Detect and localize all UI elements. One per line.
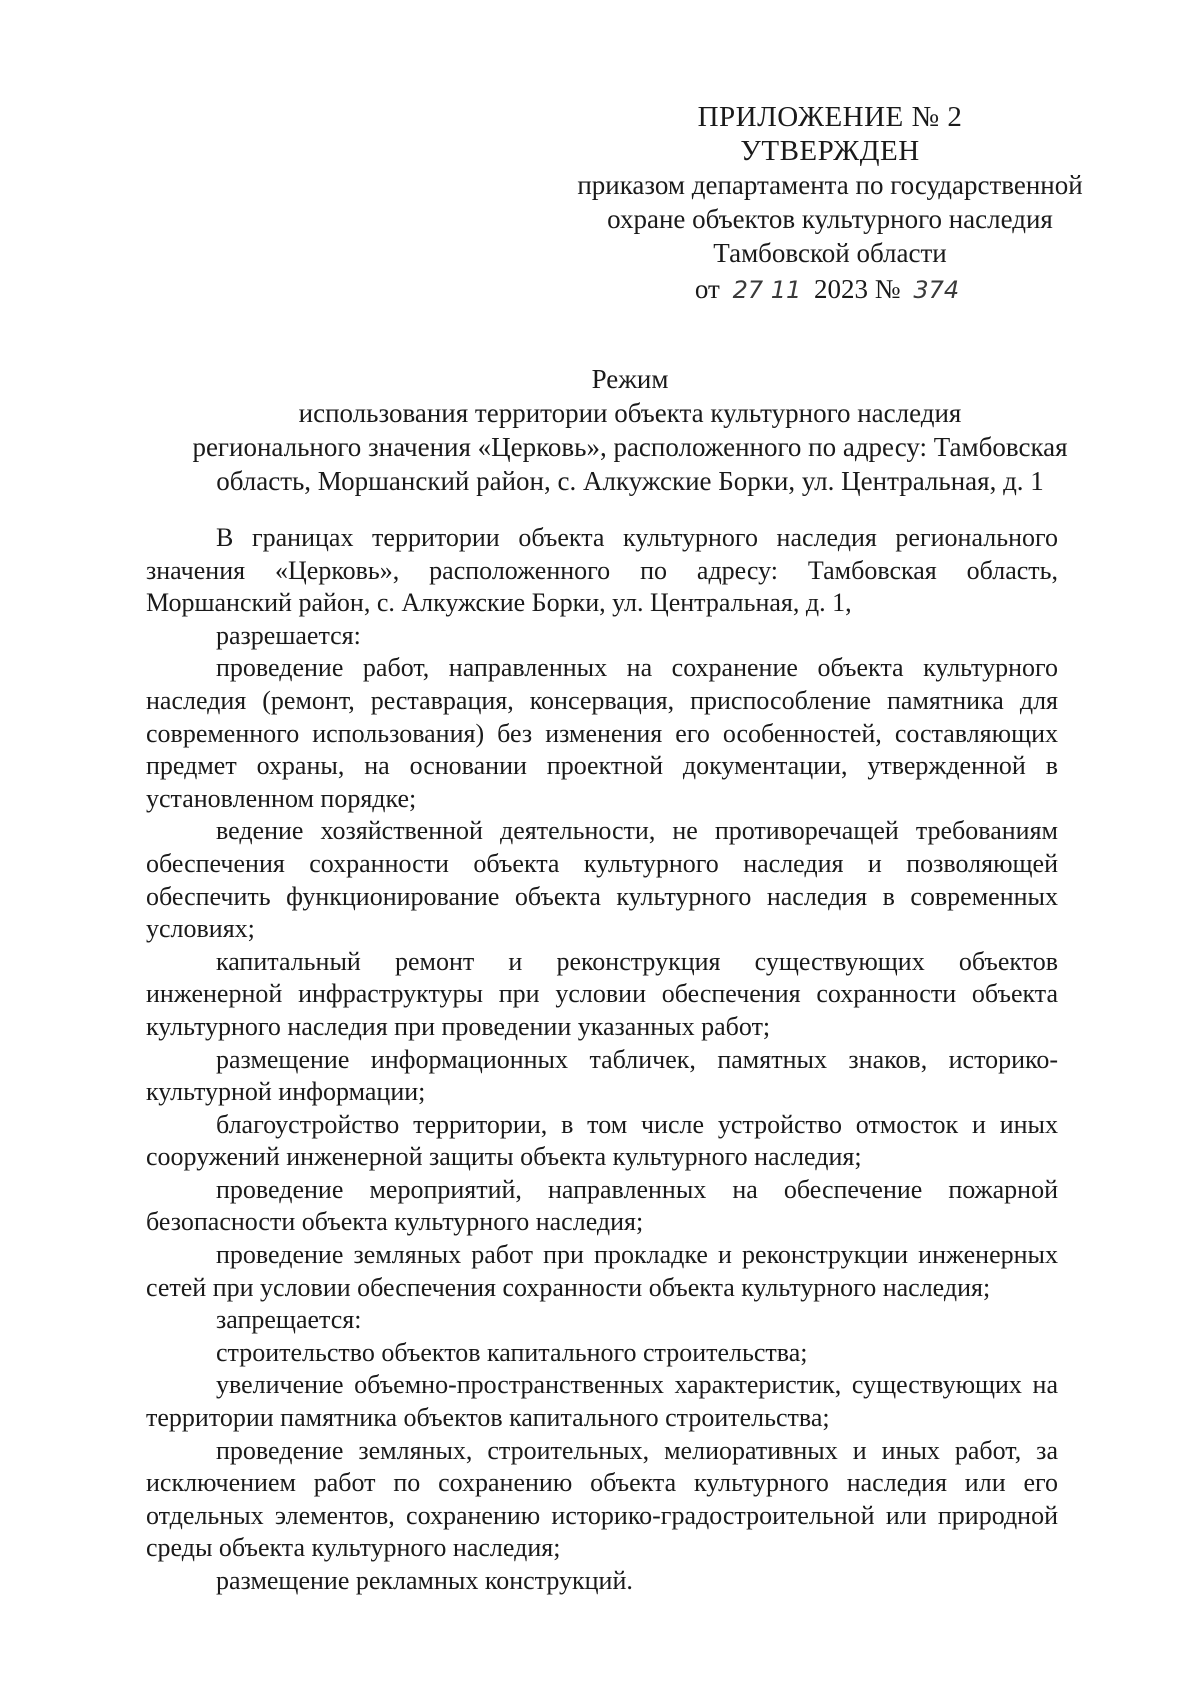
forbidden-item: проведение земляных, строительных, мелиоративных и иных работ, за исключением работ по сохранению объекта культурного наследия или его отдельных элементов, сохранению историко-градостроительной или природной среды объекта культурного наследия;: [146, 1435, 1058, 1563]
allowed-item: проведение работ, направленных на сохранение объекта культурного наследия (ремонт, реставрация, консервация, приспособление памятника для современного использования) без изменения его особенностей, составляющих предмет охраны, на основании проектной документации, утвержденной в установленном порядке;: [146, 653, 1058, 813]
title-line-3: область, Моршанский район, с. Алкужские Борки, ул. Центральная, д. 1: [216, 466, 1044, 496]
order-line-1: приказом департамента по государственной: [577, 170, 1083, 200]
forbidden-item: строительство объектов капитального строительства;: [216, 1337, 808, 1367]
title-heading: Режим: [591, 364, 669, 394]
allowed-item: капитальный ремонт и реконструкция существующих объектов инженерной инфраструктуры при условии обеспечения сохранности объекта культурного наследия при проведении указанных работ;: [146, 946, 1058, 1041]
order-date-line: [560, 272, 1100, 307]
allowed-item: проведение земляных работ при прокладке и реконструкции инженерных сетей при условии обеспечения сохранности объекта культурного наследия;: [146, 1240, 1058, 1302]
approved-label: УТВЕРЖДЕН: [740, 135, 920, 167]
allowed-item: проведение мероприятий, направленных на обеспечение пожарной безопасности объекта культурного наследия;: [146, 1174, 1058, 1237]
allowed-item: ведение хозяйственной деятельности, не противоречащей требованиям обеспечения сохранности объекта культурного наследия и позволяющей обеспечить функционирование объекта культурного наследия в современных условиях;: [146, 816, 1058, 944]
appendix-label: ПРИЛОЖЕНИЕ № 2: [697, 101, 963, 133]
title-line-2: регионального значения «Церковь», расположенного по адресу: Тамбовская: [192, 432, 1068, 462]
handwritten-order-number: 374: [913, 276, 960, 304]
allowed-item: размещение информационных табличек, памятных знаков, историко-культурной информации;: [146, 1044, 1058, 1107]
handwritten-date: 27 11: [732, 276, 802, 304]
date-prefix: от: [694, 274, 720, 304]
allowed-label: разрешается:: [216, 620, 361, 650]
forbidden-item: увеличение объемно-пространственных характеристик, существующих на территории памятника объектов капитального строительства;: [146, 1370, 1058, 1433]
title-line-1: использования территории объекта культурного наследия: [298, 398, 962, 428]
document-title: [150, 362, 1110, 498]
intro-paragraph: В границах территории объекта культурного наследия регионального значения «Церковь», расположенного по адресу: Тамбовская область, Моршанский район, с. Алкужские Борки, ул. Центральная, д. 1,: [146, 523, 1058, 618]
year-number-label: 2023 №: [814, 274, 901, 304]
order-line-2: охране объектов культурного наследия: [607, 204, 1053, 234]
order-line-3: Тамбовской области: [713, 238, 947, 268]
document-body: [146, 522, 1058, 1598]
forbidden-item: размещение рекламных конструкций.: [216, 1566, 633, 1595]
approval-stamp-block: [560, 100, 1100, 307]
allowed-item: благоустройство территории, в том числе устройство отмосток и иных сооружений инженерной защиты объекта культурного наследия;: [146, 1109, 1058, 1172]
forbidden-label: запрещается:: [216, 1305, 362, 1335]
